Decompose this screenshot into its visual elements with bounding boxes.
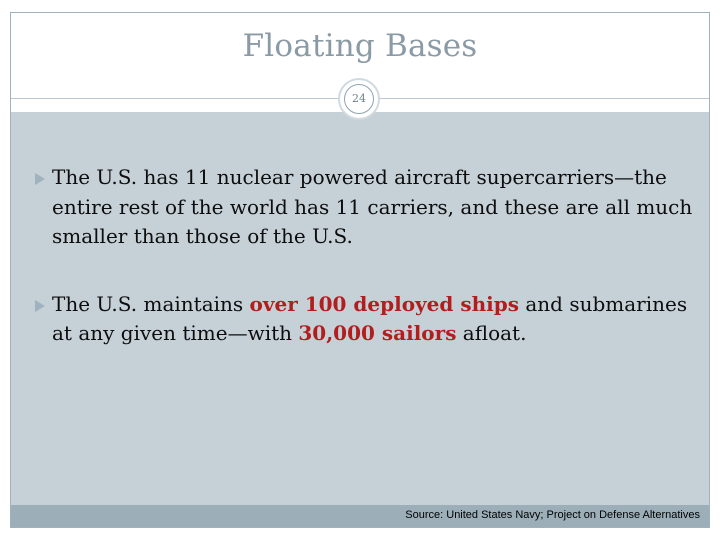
bullet-text-part: and submarines at any given time—with <box>52 291 688 345</box>
bullet-item-ships <box>34 290 694 349</box>
source-citation: Source: United States Navy; Project on Defense Alternatives <box>405 509 700 521</box>
highlight-sailors: 30,000 sailors <box>298 321 457 345</box>
bullet-text-part: The U.S. maintains <box>52 291 250 316</box>
page-number-badge <box>338 78 380 120</box>
bullet-text: The U.S. has 11 nuclear powered aircraft supercarriers—the entire rest of the world has 11 carriers, and these are all much smaller than those of the U.S. <box>52 165 693 248</box>
page-number-ring <box>344 84 374 114</box>
bullet-text-part: afloat. <box>456 321 527 345</box>
highlight-ships: over 100 deployed ships <box>249 291 519 316</box>
slide-title: Floating Bases <box>242 28 478 64</box>
page-number: 24 <box>352 92 366 105</box>
bullet-arrow-icon <box>35 300 45 312</box>
bullet-item-carriers <box>34 163 694 252</box>
bullet-arrow-icon <box>35 173 45 185</box>
bullet-list <box>34 163 694 349</box>
